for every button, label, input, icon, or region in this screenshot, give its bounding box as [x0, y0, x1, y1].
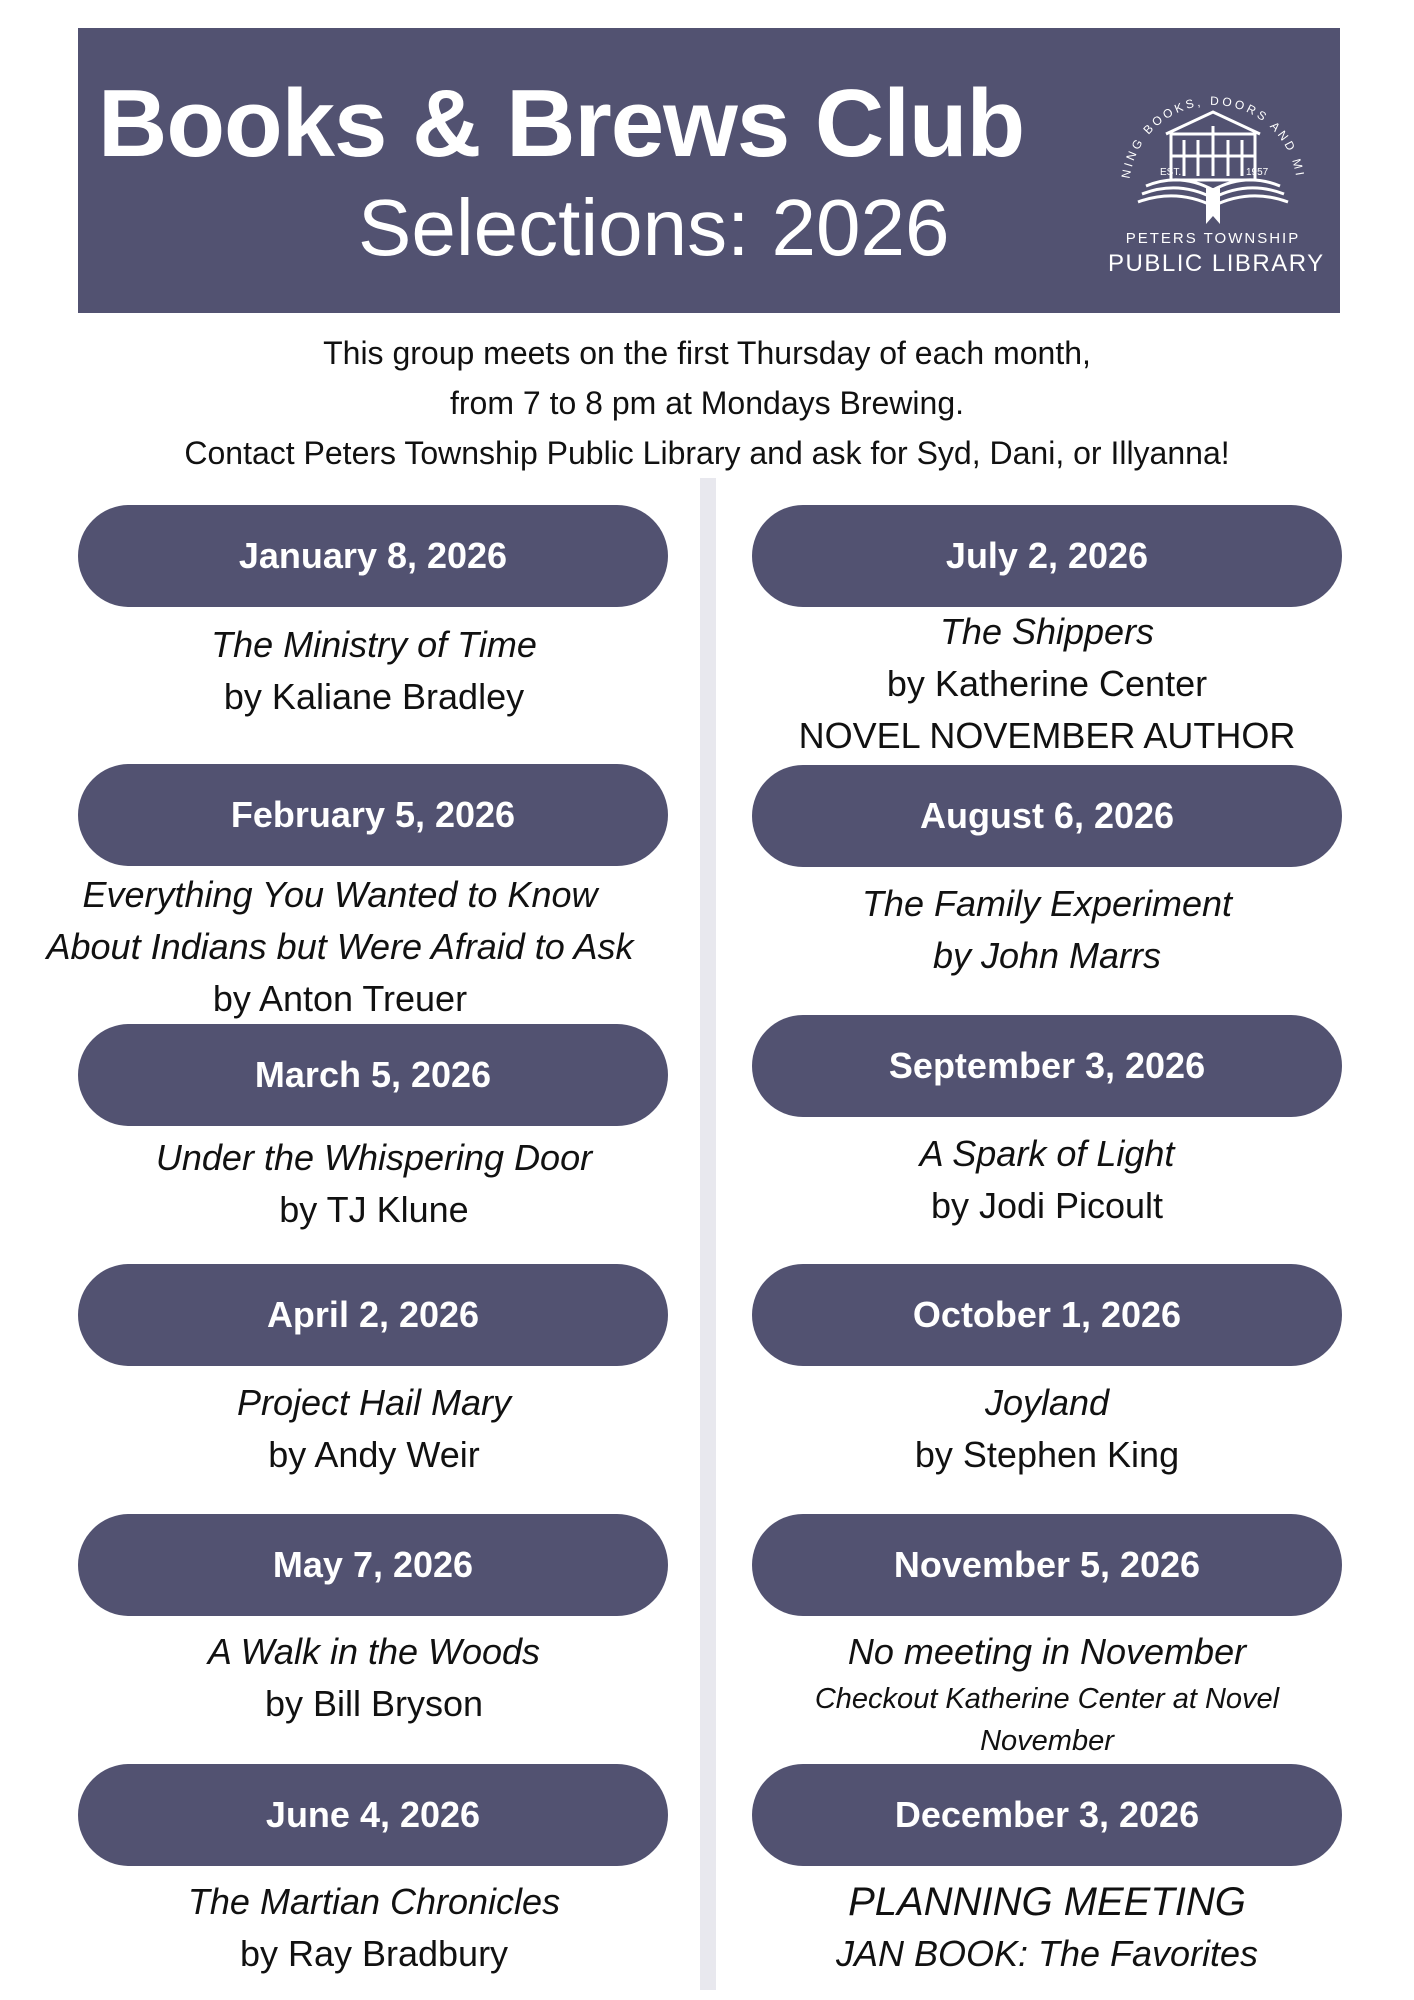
book-note: November	[980, 1725, 1114, 1757]
library-logo	[1108, 64, 1325, 282]
selection-may	[34, 1626, 714, 1730]
date-pill-march: March 5, 2026	[78, 1024, 668, 1126]
book-author: by Bill Bryson	[264, 1683, 484, 1724]
book-title: About Indians but Were Afraid to Ask	[46, 926, 634, 967]
header-banner	[78, 28, 1340, 313]
selection-june	[34, 1876, 714, 1980]
book-title: The Family Experiment	[861, 883, 1233, 924]
book-author: by Andy Weir	[268, 1434, 480, 1475]
selection-august	[707, 878, 1387, 982]
page-subtitle: Selections: 2026	[358, 183, 950, 272]
logo-year: 1957	[1246, 167, 1269, 178]
info-line: This group meets on the first Thursday of each month,	[323, 335, 1091, 371]
page-title: Books & Brews Club	[98, 70, 1025, 177]
date-pill-january: January 8, 2026	[78, 505, 668, 607]
date-pill-december: December 3, 2026	[752, 1764, 1342, 1866]
book-title: No meeting in November	[847, 1631, 1247, 1672]
library-building-icon	[1108, 64, 1318, 234]
date-pill-september: September 3, 2026	[752, 1015, 1342, 1117]
date-pill-october: October 1, 2026	[752, 1264, 1342, 1366]
selection-february	[0, 869, 680, 1025]
book-author: by Jodi Picoult	[930, 1185, 1164, 1226]
selection-march	[34, 1132, 714, 1236]
selection-july	[707, 606, 1387, 762]
book-author: by Stephen King	[914, 1434, 1180, 1475]
book-title: Everything You Wanted to Know	[82, 874, 598, 915]
meeting-info	[0, 328, 1414, 478]
book-title: A Spark of Light	[919, 1133, 1175, 1174]
book-title: The Ministry of Time	[211, 624, 537, 665]
book-note: JAN BOOK: The Favorites	[835, 1933, 1259, 1974]
book-author: by Anton Treuer	[212, 978, 468, 1019]
date-pill-june: June 4, 2026	[78, 1764, 668, 1866]
logo-name-line1: PETERS TOWNSHIP	[1125, 230, 1301, 247]
logo-arc-text: NING BOOKS, DOORS AND MI	[1118, 93, 1308, 180]
selection-november	[707, 1626, 1387, 1762]
logo-est: EST.	[1160, 167, 1182, 178]
svg-text:OPENING BOOKS, DOORS AND MINDS	[1108, 64, 1307, 180]
book-author: by TJ Klune	[279, 1189, 469, 1230]
selection-september	[707, 1128, 1387, 1232]
book-title: Joyland	[984, 1382, 1110, 1423]
info-line: Contact Peters Township Public Library and ask for Syd, Dani, or Illyanna!	[184, 435, 1230, 471]
selection-january	[34, 619, 714, 723]
logo-name-line2: PUBLIC LIBRARY	[1108, 250, 1325, 277]
info-line: from 7 to 8 pm at Mondays Brewing.	[450, 385, 964, 421]
book-note: Checkout Katherine Center at Novel	[814, 1683, 1280, 1715]
book-author: by Ray Bradbury	[239, 1933, 509, 1974]
book-title: A Walk in the Woods	[207, 1631, 541, 1672]
book-title: The Shippers	[939, 611, 1155, 652]
selection-april	[34, 1377, 714, 1481]
book-title: Project Hail Mary	[236, 1382, 512, 1423]
date-pill-august: August 6, 2026	[752, 765, 1342, 867]
book-title: The Martian Chronicles	[187, 1881, 561, 1922]
selection-october	[707, 1377, 1387, 1481]
date-pill-november: November 5, 2026	[752, 1514, 1342, 1616]
book-author: by Katherine Center	[886, 663, 1208, 704]
date-pill-may: May 7, 2026	[78, 1514, 668, 1616]
selection-december	[707, 1876, 1387, 1980]
book-title: Under the Whispering Door	[155, 1137, 593, 1178]
book-author: by John Marrs	[932, 935, 1162, 976]
book-author: by Kaliane Bradley	[223, 676, 525, 717]
book-note: NOVEL NOVEMBER AUTHOR	[798, 715, 1296, 756]
date-pill-february: February 5, 2026	[78, 764, 668, 866]
book-title: PLANNING MEETING	[848, 1880, 1246, 1924]
date-pill-july: July 2, 2026	[752, 505, 1342, 607]
date-pill-april: April 2, 2026	[78, 1264, 668, 1366]
